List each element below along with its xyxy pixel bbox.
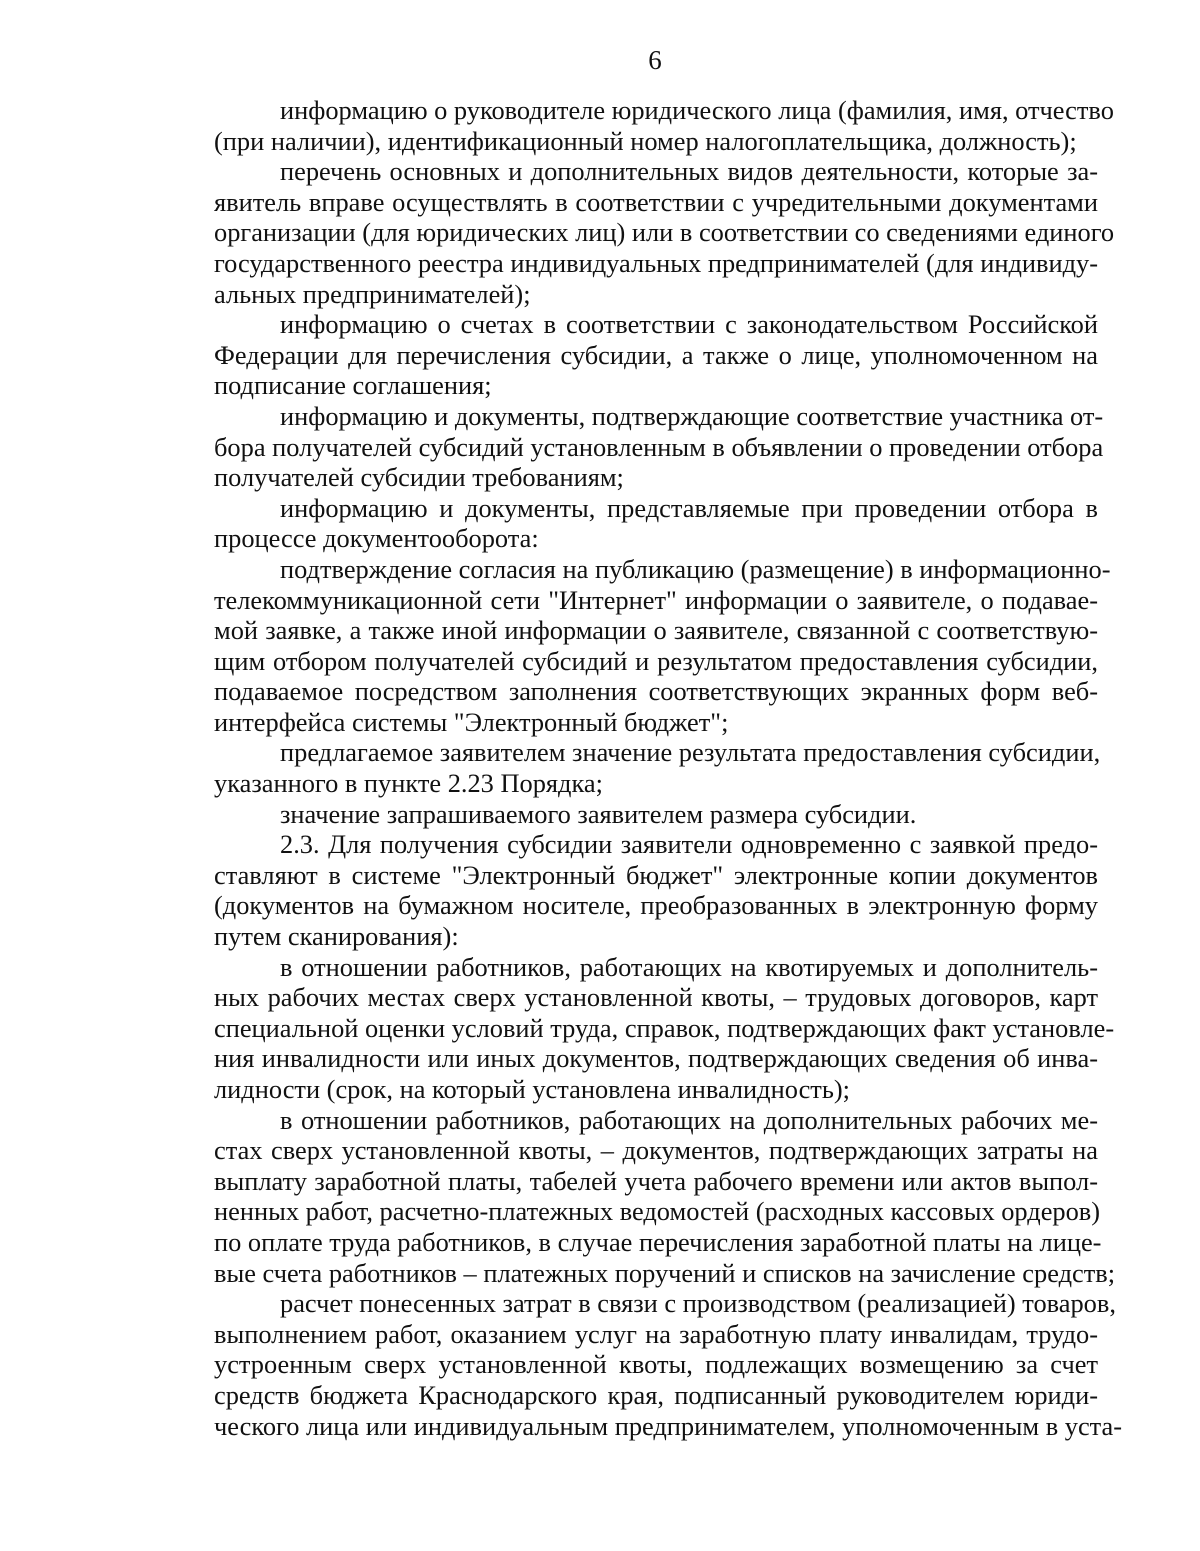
text-line: в отношении работников, работающих на квотируемых и дополнитель- xyxy=(280,951,1098,982)
text-line: указанного в пункте 2.23 Порядка; xyxy=(214,768,603,799)
paragraph xyxy=(214,553,1111,738)
text-line: ческого лица или индивидуальным предпринимателем, уполномоченным в уста- xyxy=(214,1410,1123,1441)
text-line: информацию и документы, представляемые при проведении отбора в xyxy=(280,492,1098,523)
text-line: выплату заработной платы, табелей учета рабочего времени или актов выпол- xyxy=(214,1165,1098,1196)
text-line: 2.3. Для получения субсидии заявители одновременно с заявкой предо- xyxy=(280,829,1098,860)
text-line: государственного реестра индивидуальных предпринимателей (для индивиду- xyxy=(214,247,1098,278)
text-line: стах сверх установленной квоты, – документов, подтверждающих затраты на xyxy=(214,1135,1098,1166)
paragraph xyxy=(214,829,1098,951)
text-line: подтверждение согласия на публикацию (размещение) в информационно- xyxy=(280,553,1111,584)
text-line: альных предпринимателей); xyxy=(214,278,531,309)
text-line: ненных работ, расчетно-платежных ведомостей (расходных кассовых ордеров) xyxy=(214,1196,1101,1227)
text-line: телекоммуникационной сети "Интернет" информации о заявителе, о подавае- xyxy=(214,584,1098,615)
page-number: 6 xyxy=(648,45,662,75)
text-line: щим отбором получателей субсидий и результатом предоставления субсидии, xyxy=(214,645,1098,676)
text-line: (документов на бумажном носителе, преобразованных в электронную форму xyxy=(214,890,1098,921)
text-line: подписание соглашения; xyxy=(214,370,492,401)
text-line: мой заявке, а также иной информации о заявителе, связанной с соответствую- xyxy=(214,615,1098,646)
paragraph xyxy=(214,737,1101,799)
text-line: ных рабочих местах сверх установленной квоты, – трудовых договоров, карт xyxy=(214,982,1098,1013)
paragraph xyxy=(214,493,1098,554)
text-line: организации (для юридических лиц) или в соответствии со сведениями единого xyxy=(214,217,1115,248)
paragraph xyxy=(214,400,1104,493)
text-line: получателей субсидии требованиям; xyxy=(214,462,624,493)
text-line: интерфейса системы "Электронный бюджет"; xyxy=(214,706,729,737)
text-line: выполнением работ, оказанием услуг на заработную плату инвалидам, трудо- xyxy=(214,1318,1098,1349)
paragraph xyxy=(214,951,1115,1105)
paragraph xyxy=(214,95,1114,156)
paragraph xyxy=(214,1104,1116,1289)
text-line: явитель вправе осуществлять в соответствии с учредительными документами xyxy=(214,186,1098,217)
paragraph xyxy=(214,309,1098,401)
text-line: по оплате труда работников, в случае перечисления заработной платы на лице- xyxy=(214,1226,1102,1257)
text-line: (при наличии), идентификационный номер налогоплательщика, должность); xyxy=(214,125,1077,156)
text-line: в отношении работников, работающих на дополнительных рабочих ме- xyxy=(280,1104,1098,1135)
text-line: ния инвалидности или иных документов, подтверждающих сведения об инва- xyxy=(214,1043,1098,1074)
text-line: вые счета работников – платежных поручений и списков на зачисление средств; xyxy=(214,1257,1116,1288)
text-line: перечень основных и дополнительных видов деятельности, которые за- xyxy=(280,156,1098,187)
paragraph xyxy=(214,156,1115,309)
text-line: информацию о руководителе юридического лица (фамилия, имя, отчество xyxy=(280,95,1114,125)
text-line: устроенным сверх установленной квоты, подлежащих возмещению за счет xyxy=(214,1349,1098,1380)
text-line: средств бюджета Краснодарского края, подписанный руководителем юриди- xyxy=(214,1379,1098,1410)
text-line: лидности (срок, на который установлена инвалидность); xyxy=(214,1074,850,1104)
text-line: ставляют в системе "Электронный бюджет" электронные копии документов xyxy=(214,859,1098,890)
text-line: Федерации для перечисления субсидии, а также о лице, уполномоченном на xyxy=(214,339,1098,370)
text-line: подаваемое посредством заполнения соответствующих экранных форм веб- xyxy=(214,676,1098,707)
text-line: процессе документооборота: xyxy=(214,523,539,554)
text-line: специальной оценки условий труда, справок, подтверждающих факт установле- xyxy=(214,1012,1115,1043)
text-line: бора получателей субсидий установленным в объявлении о проведении отбора xyxy=(214,431,1104,462)
paragraph xyxy=(214,799,1098,830)
text-line: расчет понесенных затрат в связи с производством (реализацией) товаров, xyxy=(280,1288,1116,1319)
text-line: значение запрашиваемого заявителем размера субсидии. xyxy=(280,798,917,829)
text-line: информацию о счетах в соответствии с законодательством Российской xyxy=(280,309,1098,340)
text-line: предлагаемое заявителем значение результата предоставления субсидии, xyxy=(280,737,1101,768)
text-line: информацию и документы, подтверждающие соответствие участника от- xyxy=(280,400,1104,431)
document-body xyxy=(214,95,1123,1441)
text-line: путем сканирования): xyxy=(214,921,459,952)
paragraph xyxy=(214,1288,1123,1441)
